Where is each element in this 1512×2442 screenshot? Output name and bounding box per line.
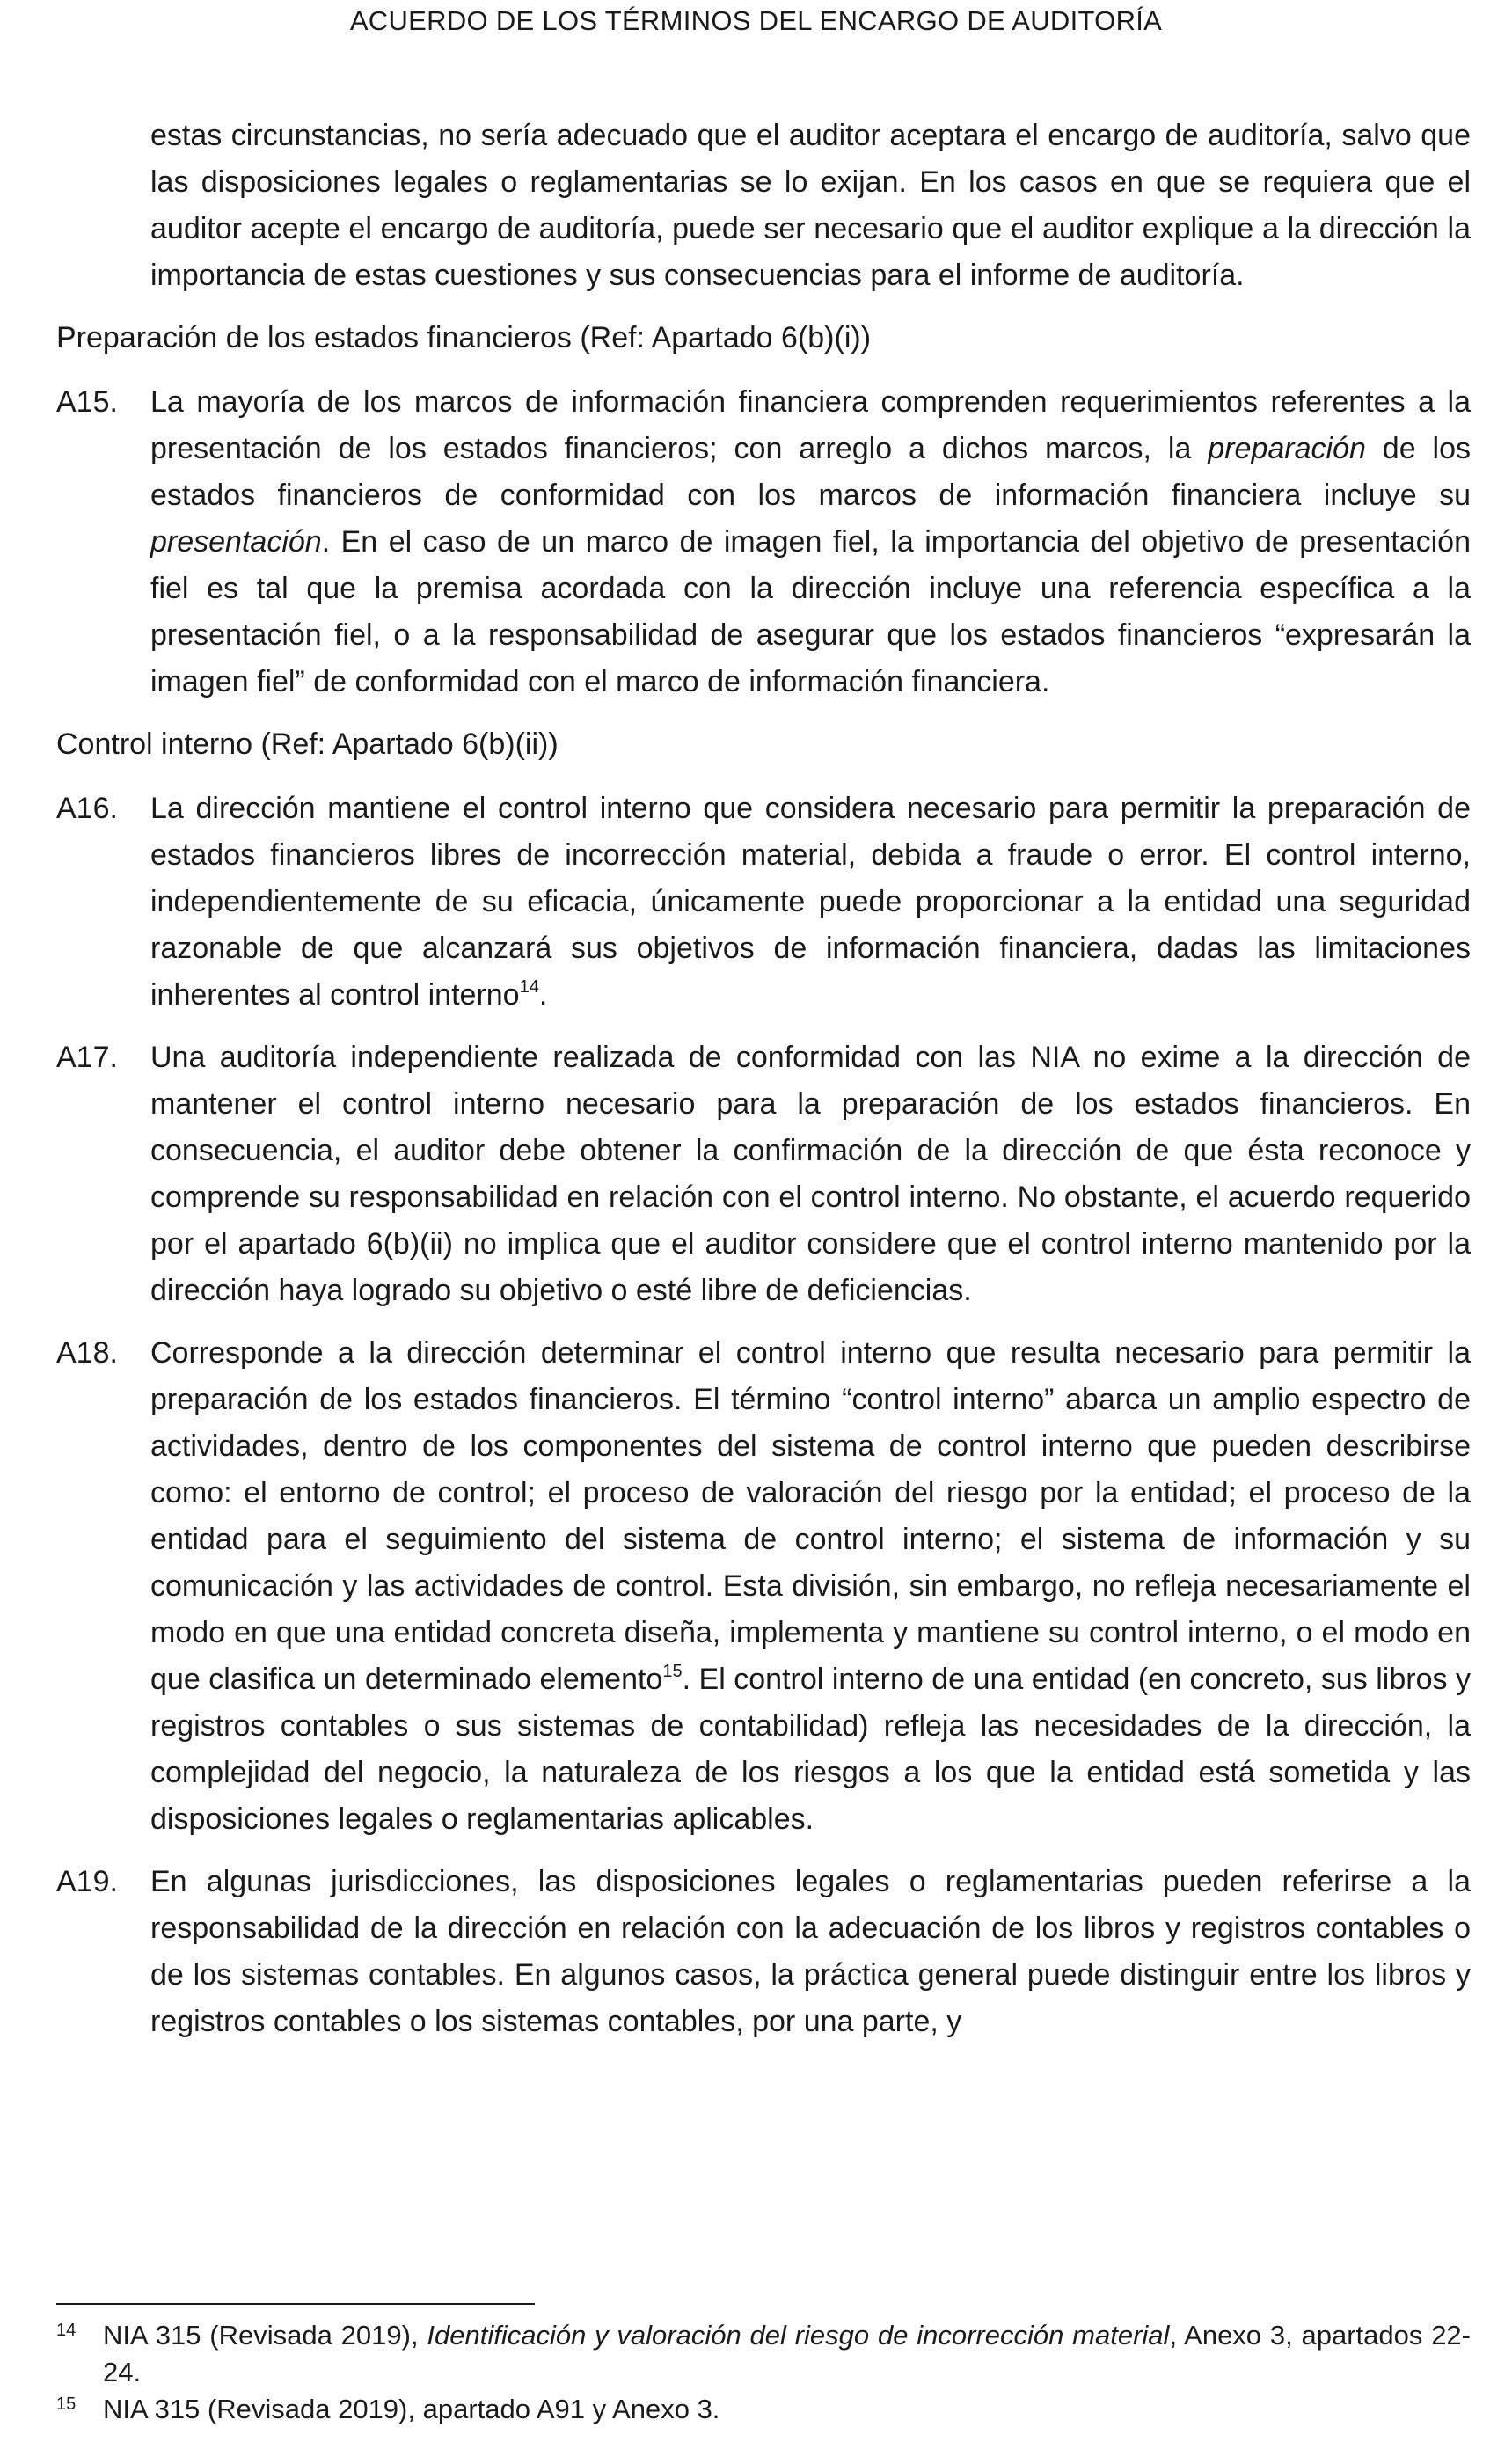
- text-run: La mayoría de los marcos de información financiera comprenden requerimientos referentes a la presentación de los estados financieros; con arreglo a dichos marcos, la: [150, 385, 1471, 465]
- footnote-number: 14: [56, 2321, 77, 2340]
- footnote-14: [56, 2317, 1471, 2391]
- italic-term: presentación: [150, 525, 322, 559]
- footnote-text: NIA 315 (Revisada 2019), apartado A91 y Anexo 3.: [103, 2394, 720, 2424]
- paragraph-number: A15.: [56, 385, 118, 419]
- paragraph-number: A16.: [56, 792, 118, 825]
- running-header: ACUERDO DE LOS TÉRMINOS DEL ENCARGO DE AUDITORÍA: [349, 5, 1163, 36]
- footnote-ref-15[interactable]: 15: [662, 1662, 683, 1681]
- paragraph-number: A17.: [56, 1041, 118, 1074]
- continued-paragraph: estas circunstancias, no sería adecuado que el auditor aceptara el encargo de auditoría, salvo que las disposiciones legales o reglamentarias se lo exijan. En los casos en que se requiera que el auditor acepte el encargo de auditoría, puede ser necesario que el auditor explique a la dirección la importancia de estas cuestiones y sus consecuencias para el informe de auditoría.: [150, 119, 1471, 292]
- footnote-15: [56, 2391, 1471, 2428]
- paragraph-text: [150, 786, 1471, 1019]
- paragraph-text: [150, 379, 1471, 706]
- text-run: . En el caso de un marco de imagen fiel, la importancia del objetivo de presentación fiel es tal que la premisa acordada con la dirección incluye una referencia específica a la presentación fiel, o a la responsabilidad de asegurar que los estados financieros “expresarán la imagen fiel” de conformidad con el marco de información financiera.: [150, 525, 1471, 698]
- paragraph-a16: [56, 786, 1471, 1019]
- paragraph-number: A18.: [56, 1336, 118, 1370]
- paragraph-text: [150, 1330, 1471, 1843]
- italic-title: Identificación y valoración del riesgo de incorrección material: [427, 2320, 1170, 2351]
- text-run: La dirección mantiene el control interno que considera necesario para permitir la preparación de estados financieros libres de incorrección material, debida a fraude o error. El control interno, independientemente de su eficacia, únicamente puede proporcionar a la entidad una seguridad razonable de que alcanzará sus objetivos de información financiera, dadas las limitaciones inherentes al control interno: [150, 792, 1471, 1012]
- footnotes-section: [56, 2303, 1471, 2428]
- footnote-text: [103, 2317, 1471, 2391]
- text-run: , Anexo 3, apartados 22-24.: [103, 2320, 1471, 2387]
- italic-term: preparación: [1208, 432, 1366, 465]
- text-run: Corresponde a la dirección determinar el control interno que resulta necesario para permitir la preparación de los estados financieros. El término “control interno” abarca un amplio espectro de actividades, dentro de los componentes del sistema de control interno que pueden describirse como: el entorno de control; el proceso de valoración del riesgo por la entidad; el proceso de la entidad para el seguimiento del sistema de control interno; el sistema de información y su comunicación y las actividades de control. Esta división, sin embargo, no refleja necesariamente el modo en que una entidad concreta diseña, implementa y mantiene su control interno, o el modo en que clasifica un determinado elemento: [150, 1336, 1471, 1696]
- paragraph-text: En algunas jurisdicciones, las disposiciones legales o reglamentarias pueden referirse a la responsabilidad de la dirección en relación con la adecuación de los libros y registros contables o de los sistemas contables. En algunos casos, la práctica general puede distinguir entre los libros y registros contables o los sistemas contables, por una parte, y: [150, 1865, 1471, 2038]
- text-run: NIA 315 (Revisada 2019),: [103, 2320, 427, 2351]
- paragraph-a18: [56, 1330, 1471, 1843]
- footnote-divider: [56, 2303, 535, 2305]
- paragraph-a19: [56, 1859, 1471, 2045]
- paragraph-a15: [56, 379, 1471, 706]
- section-heading-preparacion: Preparación de los estados financieros (Ref: Apartado 6(b)(i)): [56, 321, 872, 355]
- text-run: .: [538, 978, 548, 1012]
- section-heading-control-interno: Control interno (Ref: Apartado 6(b)(ii)): [56, 727, 559, 761]
- footnote-ref-14[interactable]: 14: [519, 977, 539, 997]
- paragraph-number: A19.: [56, 1865, 118, 1898]
- text-run: de los estados financieros de conformidad con los marcos de información financiera incluye su: [150, 432, 1471, 512]
- text-run: . El control interno de una entidad (en concreto, sus libros y registros contables o sus sistemas de contabilidad) refleja las necesidades de la dirección, la complejidad del negocio, la naturaleza de los riesgos a los que la entidad está sometida y las disposiciones legales o reglamentarias aplicables.: [150, 1663, 1471, 1836]
- document-body: [56, 113, 1471, 2061]
- footnote-number: 15: [56, 2394, 77, 2414]
- paragraph-a17: [56, 1035, 1471, 1314]
- paragraph-text: Una auditoría independiente realizada de conformidad con las NIA no exime a la dirección de mantener el control interno necesario para la preparación de los estados financieros. En consecuencia, el auditor debe obtener la confirmación de la dirección de que ésta reconoce y comprende su responsabilidad en relación con el control interno. No obstante, el acuerdo requerido por el apartado 6(b)(ii) no implica que el auditor considere que el control interno mantenido por la dirección haya logrado su objetivo o esté libre de deficiencias.: [150, 1041, 1471, 1307]
